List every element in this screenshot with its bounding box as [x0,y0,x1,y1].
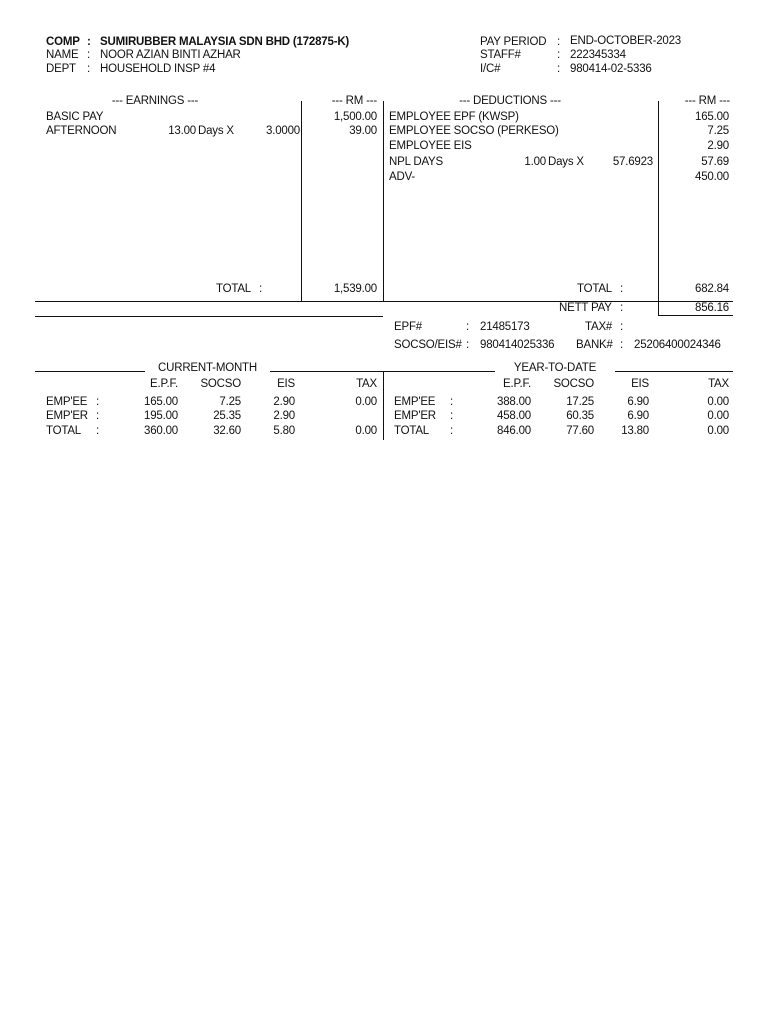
earnings-total-label: TOTAL [216,283,251,295]
deduction-unit: Days X [548,156,584,168]
eis-cell: 2.90 [273,410,295,422]
nett-pay-amount: 856.16 [695,302,729,314]
earning-label: BASIC PAY [46,111,104,123]
eis-cell: 2.90 [273,396,295,408]
row-colon: : [450,410,453,422]
ic-number: 980414-02-5336 [570,63,652,75]
company-name: SUMIRUBBER MALAYSIA SDN BHD (172875-K) [100,36,350,48]
tax-cell: 0.00 [707,396,729,408]
deduction-amount: 450.00 [695,171,729,183]
comp-label: COMP [46,36,80,48]
deduction-label: ADV- [389,171,416,183]
deduction-amount: 57.69 [701,156,729,168]
tax-cell: 0.00 [355,396,377,408]
socso-cell: 77.60 [566,425,594,437]
deduction-label: EMPLOYEE SOCSO (PERKESO) [389,125,559,137]
department: HOUSEHOLD INSP #4 [100,63,216,75]
epf-colon: : [466,321,469,333]
epf-cell: 846.00 [497,425,531,437]
nett-pay-colon: : [620,302,623,314]
pay-period-value: END-OCTOBER-2023 [570,35,681,47]
deduction-label: EMPLOYEE EIS [389,140,472,152]
title-rule-right [270,371,383,372]
earnings-rm-heading: --- RM --- [331,95,377,107]
row-label: TOTAL [394,425,429,437]
eis-cell: 6.90 [627,410,649,422]
title-rule-left [35,371,145,372]
deduction-amount: 7.25 [707,125,729,137]
row-label: EMP'EE [46,396,88,408]
deduction-amount: 2.90 [707,140,729,152]
socso-cell: 25.35 [213,410,241,422]
deduction-qty: 1.00 [524,156,546,168]
deduction-label: EMPLOYEE EPF (KWSP) [389,111,519,123]
column-header: TAX [356,378,377,390]
staff-label: STAFF# [480,49,521,61]
row-colon: : [96,410,99,422]
column-header: EIS [631,378,649,390]
eis-cell: 6.90 [627,396,649,408]
column-header: TAX [708,378,729,390]
socso-colon: : [466,339,469,351]
epf-cell: 195.00 [144,410,178,422]
deduction-label: NPL DAYS [389,156,444,168]
column-header: E.P.F. [150,378,178,390]
deductions-amount-divider [658,101,659,316]
deductions-heading: --- DEDUCTIONS --- [459,95,561,107]
bank-colon: : [620,339,623,351]
earning-qty: 13.00 [168,125,196,137]
earning-label: AFTERNOON [46,125,117,137]
comp-colon: : [87,36,91,48]
socso-cell: 32.60 [213,425,241,437]
tax-cell: 0.00 [355,425,377,437]
row-label: TOTAL [46,425,81,437]
nett-pay-label: NETT PAY [559,302,612,314]
tax-cell: 0.00 [707,425,729,437]
column-header: SOCSO [553,378,594,390]
socso-label: SOCSO/EIS# [394,339,462,351]
earnings-heading: --- EARNINGS --- [111,95,199,107]
employee-name: NOOR AZIAN BINTI AZHAR [100,49,241,61]
row-label: EMP'ER [46,410,88,422]
earnings-total: 1,539.00 [333,283,377,295]
row-colon: : [96,425,99,437]
socso-number: 980414025336 [480,339,555,351]
epf-cell: 458.00 [497,410,531,422]
deduction-amount: 165.00 [695,111,729,123]
dept-label: DEPT [46,63,76,75]
column-header: EIS [277,378,295,390]
tax-label: TAX# [585,321,613,333]
socso-cell: 17.25 [566,396,594,408]
earnings-total-colon: : [259,283,262,295]
row-colon: : [96,396,99,408]
eis-cell: 13.80 [621,425,649,437]
socso-cell: 60.35 [566,410,594,422]
name-colon: : [87,49,90,61]
tax-colon: : [620,321,623,333]
row-label: EMP'ER [394,410,436,422]
column-header: E.P.F. [503,378,531,390]
contribution-divider [383,372,384,440]
deductions-total-colon: : [620,283,623,295]
title-rule-left [383,371,495,372]
column-header: SOCSO [200,378,241,390]
epf-label: EPF# [394,321,422,333]
earning-rate: 3.0000 [266,125,300,137]
row-colon: : [450,425,453,437]
deductions-rm-heading: --- RM --- [684,95,730,107]
epf-cell: 360.00 [144,425,178,437]
earning-unit: Days X [198,125,234,137]
pay-period-label: PAY PERIOD [480,36,547,48]
ic-colon: : [557,63,560,75]
deductions-total-label: TOTAL [577,283,612,295]
year-to-date-title: YEAR-TO-DATE [513,362,597,374]
totals-rule [35,301,733,302]
section-divider [383,101,384,302]
nett-pay-underline [658,315,733,316]
row-label: EMP'EE [394,396,436,408]
earning-amount: 39.00 [349,125,377,137]
pay-period-colon: : [557,36,560,48]
staff-number: 222345334 [570,49,626,61]
bank-label: BANK# [576,339,613,351]
socso-cell: 7.25 [219,396,241,408]
earning-amount: 1,500.00 [333,111,377,123]
epf-cell: 165.00 [144,396,178,408]
eis-cell: 5.80 [273,425,295,437]
tax-cell: 0.00 [707,410,729,422]
staff-colon: : [557,49,560,61]
deduction-rate: 57.6923 [612,156,653,168]
ic-label: I/C# [480,63,501,75]
current-month-title: CURRENT-MONTH [158,362,257,374]
name-label: NAME [46,49,79,61]
deductions-total: 682.84 [695,283,729,295]
bank-number: 25206400024346 [634,339,721,351]
row-colon: : [450,396,453,408]
epf-number: 21485173 [480,321,530,333]
epf-cell: 388.00 [497,396,531,408]
dept-colon: : [87,63,90,75]
title-rule-right [615,371,733,372]
left-section-rule [35,316,383,317]
